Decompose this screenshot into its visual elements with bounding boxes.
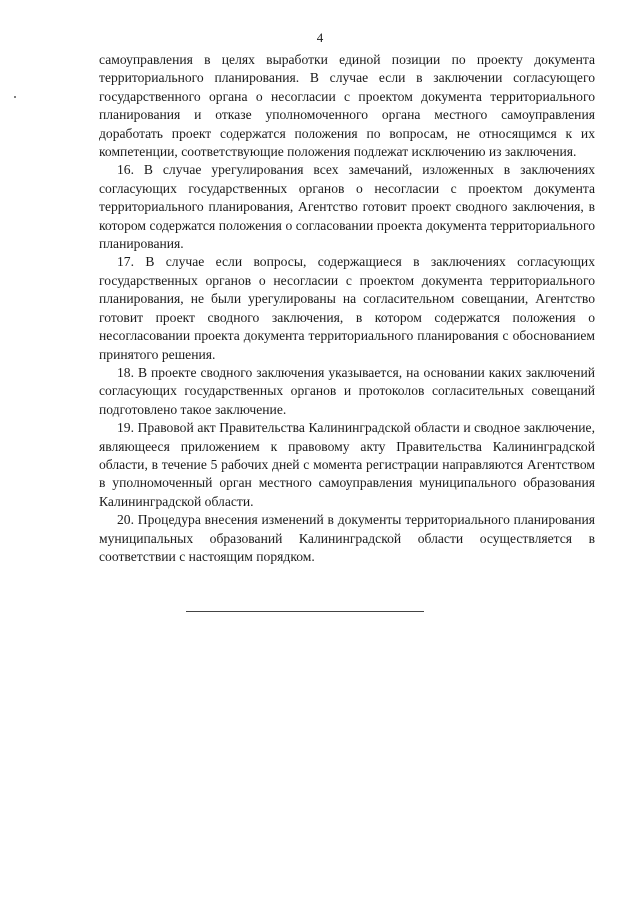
paragraph-item-18: 18. В проекте сводного заключения указывается, на основании каких заключений согласующих государственных органов и протоколов согласительных совещаний подготовлено такое заключение. (99, 364, 595, 417)
end-of-document-rule (186, 611, 424, 612)
document-body (99, 51, 595, 566)
scan-speck (14, 96, 16, 98)
paragraph-item-20: 20. Процедура внесения изменений в документы территориального планирования муниципальных образований Калининградской области осуществляется в соответствии с настоящим порядком. (99, 512, 595, 564)
paragraph-continuation: самоуправления в целях выработки единой позиции по проекту документа территориального планирования. В случае если в заключении согласующего государственного органа о несогласии с проектом документа территориального планирования и отказе уполномоченного органа местного самоуправления доработать проект содержатся положения по вопросам, не относящимся к их компетенции, соответствующие положения подлежат исключению из заключения. (99, 52, 595, 160)
paragraph-item-17: 17. В случае если вопросы, содержащиеся в заключениях согласующих государственных органов о несогласии с проектом документа территориального планирования, не были урегулированы на согласительном совещании, Агентство готовит проект сводного заключения, в котором содержатся положения о несогласовании проекта документа территориального планирования с обоснованием принятого решения. (99, 254, 595, 362)
paragraph-item-16: 16. В случае урегулирования всех замечаний, изложенных в заключениях согласующих государственных органов о несогласии с проектом документа территориального планирования, Агентство готовит проект сводного заключения, в котором содержатся положения о согласовании проекта документа территориального планирования. (99, 162, 595, 252)
paragraph-item-19: 19. Правовой акт Правительства Калининградской области и сводное заключение, являющееся приложением к правовому акту Правительства Калининградской области, в течение 5 рабочих дней с момента регистрации направляются Агентством в уполномоченный орган местного самоуправления муниципального образования Калининградской области. (99, 420, 595, 509)
page-number: 4 (316, 30, 324, 45)
